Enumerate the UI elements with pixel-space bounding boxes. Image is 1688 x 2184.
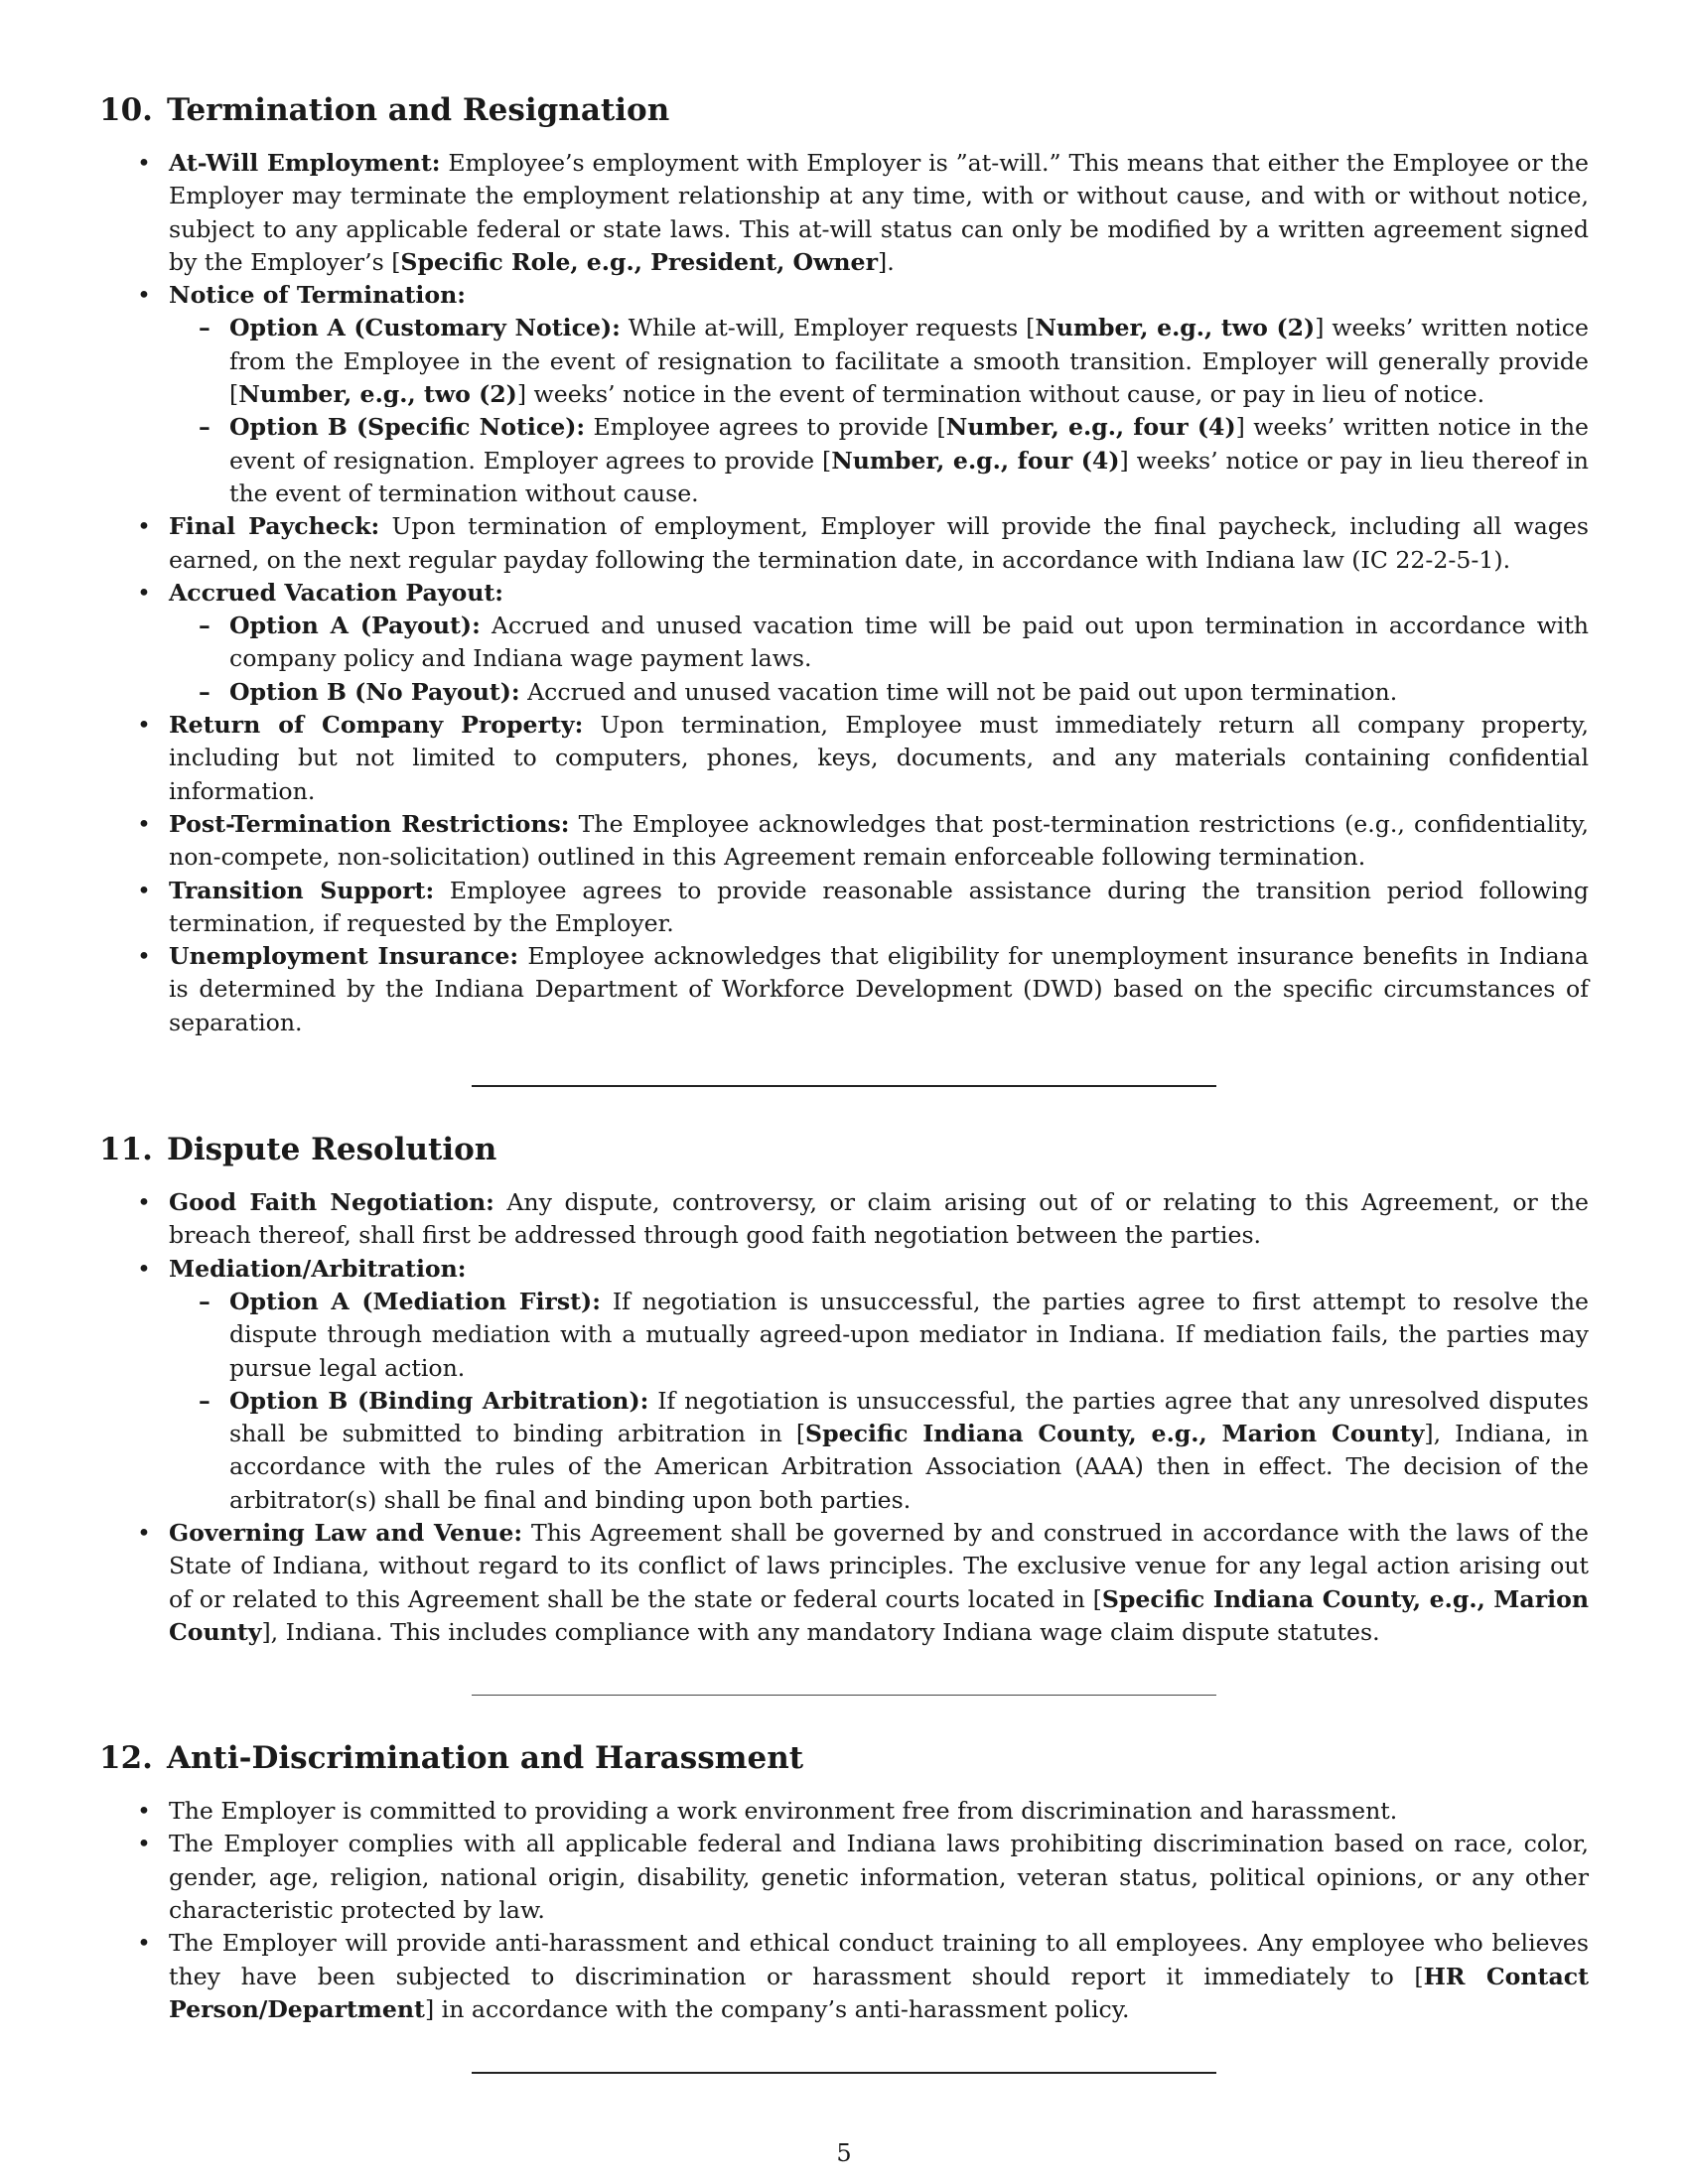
section-number: 10.: [99, 92, 153, 128]
item-text: ] weeks’ notice or pay in lieu thereof in the event of termination without cause.: [229, 446, 1589, 507]
item-text: ] weeks’ written notice in the event of resignation. Employer agrees to provide [: [229, 413, 1590, 475]
option-label: Option A (Customary Notice):: [229, 314, 621, 342]
option-label: Option A (Payout):: [229, 612, 481, 640]
placeholder-field: Number, e.g., four (4): [831, 446, 1120, 475]
section-number: 11.: [99, 1132, 153, 1168]
section-title: Dispute Resolution: [166, 1132, 497, 1168]
placeholder-field: HR Contact Person/Department: [169, 1962, 1590, 2023]
item-text: Any dispute, controversy, or claim arising out of or relating to this Agreement, or the breach thereof, shall first be addressed through good faith negotiation between the parties.: [169, 1188, 1590, 1250]
list-item-final-paycheck: [99, 510, 1589, 577]
section-anti-discrimination: [99, 1735, 1589, 2026]
item-label: Notice of Termination:: [169, 281, 466, 310]
item-text: The Employer will provide anti-harassment and ethical conduct training to all employees. Any employee who believes they have been subjected to discrimination or harassment should report it immediately to [: [169, 1929, 1589, 1990]
item-text: The Employer is committed to providing a work environment free from discrimination and harassment.: [169, 1797, 1398, 1826]
item-text: Upon termination, Employee must immediately return all company property, including but not limited to computers, phones, keys, documents, and any materials containing confidential information.: [169, 711, 1589, 805]
item-text: ], Indiana. This includes compliance with any mandatory Indiana wage claim dispute statutes.: [261, 1617, 1380, 1646]
item-text: Accrued and unused vacation time will be paid out upon termination in accordance with company policy and Indiana wage payment laws.: [229, 612, 1589, 673]
list-item-vacation: [99, 577, 1589, 709]
bullet-list: [99, 1186, 1589, 1649]
item-label: At-Will Employment:: [169, 149, 441, 177]
item-text: This Agreement shall be governed by and construed in accordance with the laws of the State of Indiana, without regard to its conflict of laws principles. The exclusive venue for any legal action arising out of or related to this Agreement shall be the state or federal courts located in [: [169, 1518, 1589, 1613]
section-divider: [472, 1695, 1216, 1696]
item-text: ] weeks’ written notice from the Employee in the event of resignation to facilitate a smooth transition. Employer will generally provide [: [229, 314, 1589, 409]
list-item-transition: [99, 875, 1589, 941]
sub-item-option-a: [169, 312, 1589, 411]
list-item-mediation: [99, 1253, 1589, 1517]
placeholder-field: Specific Indiana County, e.g., Marion County: [169, 1584, 1590, 1646]
list-item-at-will: [99, 147, 1589, 279]
list-item: [99, 1828, 1589, 1927]
sub-item-option-b: [169, 1385, 1589, 1517]
option-label: Option B (Specific Notice):: [229, 413, 586, 442]
item-text: Employee agrees to provide [: [585, 413, 946, 442]
placeholder-field: Specific Role, e.g., President, Owner: [400, 247, 879, 276]
item-text: If negotiation is unsuccessful, the parties agree to first attempt to resolve the dispute through mediation with a mutually agreed-upon mediator in Indiana. If mediation fails, the parties may pursue legal action.: [229, 1287, 1589, 1382]
list-item: [99, 1927, 1589, 2026]
document-body: [99, 87, 1589, 2114]
item-text: ] weeks’ notice in the event of termination without cause, or pay in lieu of notice.: [516, 380, 1485, 409]
sub-list: [169, 1286, 1589, 1517]
item-label: Unemployment Insurance:: [169, 942, 519, 971]
page-number: 5: [836, 2139, 852, 2167]
option-label: Option B (No Payout):: [229, 677, 520, 706]
item-text-end: ].: [878, 247, 895, 276]
item-text: ], Indiana, in accordance with the rules of the American Arbitration Association (AAA) then in effect. The decision of the arbitrator(s) shall be final and binding upon both parties.: [229, 1420, 1589, 1514]
sub-item-option-a: [169, 610, 1589, 676]
section-divider: [472, 1085, 1216, 1087]
list-item-negotiation: [99, 1186, 1589, 1253]
placeholder-field: Number, e.g., four (4): [945, 413, 1236, 442]
placeholder-field: Number, e.g., two (2): [1035, 314, 1316, 342]
section-termination: [99, 87, 1589, 1039]
bullet-list: [99, 1795, 1589, 2026]
sub-item-option-a: [169, 1286, 1589, 1385]
sub-list: [169, 610, 1589, 709]
list-item-restrictions: [99, 808, 1589, 875]
section-heading: [99, 1127, 1589, 1172]
section-heading: [99, 87, 1589, 133]
section-divider: [472, 2072, 1216, 2074]
placeholder-field: Number, e.g., two (2): [238, 380, 517, 409]
item-text: The Employee acknowledges that post-termination restrictions (e.g., confidentiality, non-compete, non-solicitation) outlined in this Agreement remain enforceable following termination.: [169, 809, 1590, 872]
item-label: Return of Company Property:: [169, 711, 584, 740]
placeholder-field: Specific Indiana County, e.g., Marion County: [805, 1420, 1425, 1448]
item-label: Final Paycheck:: [169, 512, 380, 541]
item-text: ] in accordance with the company’s anti-harassment policy.: [424, 1994, 1130, 2023]
option-label: Option A (Mediation First):: [229, 1287, 601, 1315]
item-label: Post-Termination Restrictions:: [169, 809, 570, 838]
item-label: Mediation/Arbitration:: [169, 1254, 467, 1283]
section-dispute-resolution: [99, 1127, 1589, 1649]
item-text: If negotiation is unsuccessful, the parties agree that any unresolved disputes shall be submitted to binding arbitration in [: [229, 1386, 1589, 1448]
item-text: Accrued and unused vacation time will not be paid out upon termination.: [519, 677, 1398, 706]
section-number: 12.: [99, 1740, 153, 1777]
item-label: Governing Law and Venue:: [169, 1518, 523, 1547]
list-item-governing-law: [99, 1517, 1589, 1649]
bullet-list: [99, 147, 1589, 1039]
item-label: Good Faith Negotiation:: [169, 1188, 494, 1217]
item-label: Accrued Vacation Payout:: [169, 578, 503, 607]
item-label: Transition Support:: [169, 876, 435, 904]
section-heading: [99, 1735, 1589, 1781]
sub-item-option-b: [169, 676, 1589, 709]
item-text: Employee acknowledges that eligibility for unemployment insurance benefits in Indiana is determined by the Indiana Department of Workforce Development (DWD) based on the specific circumstances of separation.: [169, 942, 1589, 1036]
sub-list: [169, 312, 1589, 510]
option-label: Option B (Binding Arbitration):: [229, 1386, 649, 1415]
list-item-unemployment: [99, 940, 1589, 1039]
item-text: Employee agrees to provide reasonable assistance during the transition period following termination, if requested by the Employer.: [169, 876, 1589, 937]
item-text: Upon termination of employment, Employer will provide the final paycheck, including all wages earned, on the next regular payday following the termination date, in accordance with Indiana law (IC 22-2-5-1).: [169, 512, 1590, 574]
section-title: Anti-Discrimination and Harassment: [166, 1740, 804, 1777]
list-item-notice: [99, 279, 1589, 510]
list-item-company-property: [99, 709, 1589, 808]
item-text: While at-will, Employer requests [: [620, 314, 1036, 342]
item-text: The Employer complies with all applicable federal and Indiana laws prohibiting discrimination based on race, color, gender, age, religion, national origin, disability, genetic information, veteran status, political opinions, or any other characteristic protected by law.: [169, 1830, 1589, 1925]
list-item: [99, 1795, 1589, 1828]
sub-item-option-b: [169, 411, 1589, 510]
section-title: Termination and Resignation: [166, 92, 670, 128]
item-text: Employee’s employment with Employer is ”at-will.” This means that either the Employee or the Employer may terminate the employment relationship at any time, with or without cause, and with or without notice, subject to any applicable federal or state laws. This at-will status can only be modified by a written agreement signed by the Employer’s [: [169, 149, 1589, 276]
